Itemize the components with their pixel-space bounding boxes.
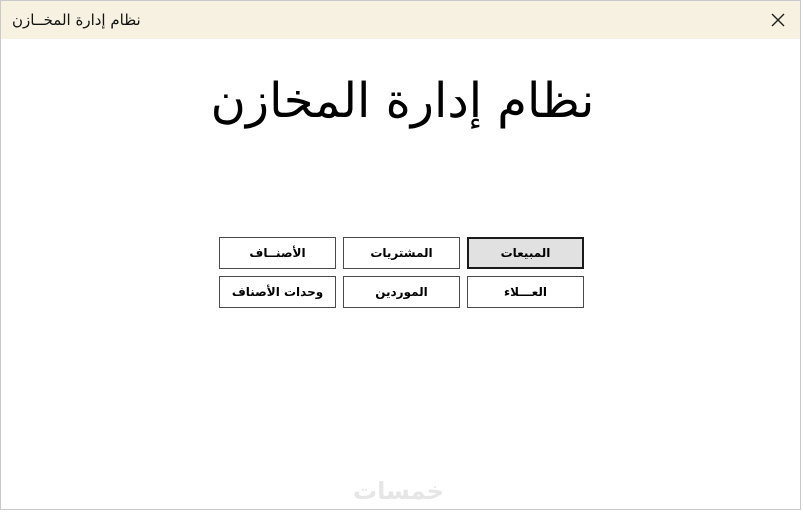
window-title: نظام إدارة المخــازن: [12, 11, 141, 29]
item-units-button[interactable]: وحدات الأصناف: [219, 276, 336, 308]
main-heading: نظام إدارة المخازن: [210, 73, 595, 129]
purchases-button[interactable]: المشتريات: [343, 237, 460, 269]
suppliers-button[interactable]: الموردين: [343, 276, 460, 308]
close-icon: [771, 13, 785, 27]
sales-button[interactable]: المبيعات: [467, 237, 584, 269]
close-button[interactable]: [760, 4, 796, 36]
title-bar: [1, 1, 800, 39]
customers-button[interactable]: العـــلاء: [467, 276, 584, 308]
watermark-logo: خمسات: [353, 477, 444, 505]
items-button[interactable]: الأصنــاف: [219, 237, 336, 269]
